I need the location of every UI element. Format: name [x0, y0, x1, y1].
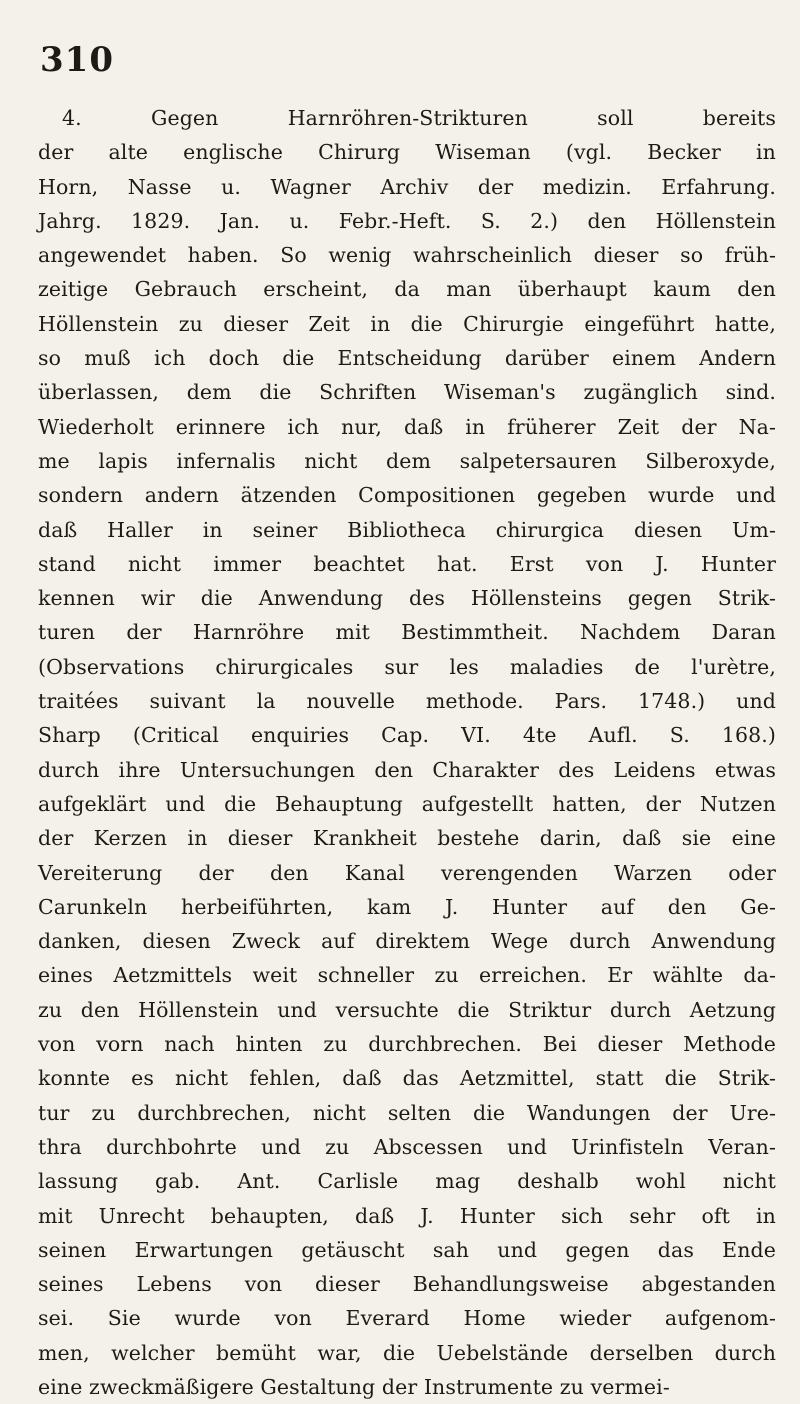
text-line: thra durchbohrte und zu Abscessen und Urinfisteln Veran-	[38, 1134, 776, 1159]
text-line: (Observations chirurgicales sur les maladies de l'urètre,	[38, 654, 776, 679]
text-line: Vereiterung der den Kanal verengenden Warzen oder	[38, 860, 776, 885]
text-line: eines Aetzmittels weit schneller zu erreichen. Er wählte da-	[38, 963, 776, 988]
text-line: eine zweckmäßigere Gestaltung der Instrumente zu vermei-	[38, 1374, 670, 1399]
text-line: so muß ich doch die Entscheidung darüber einem Andern	[38, 346, 776, 371]
text-line: mit Unrecht behaupten, daß J. Hunter sich sehr oft in	[38, 1203, 776, 1228]
text-line: 4. Gegen Harnröhren-Strikturen soll bereits	[62, 106, 776, 130]
text-line: zu den Höllenstein und versuchte die Striktur durch Aetzung	[38, 997, 776, 1022]
text-line: sondern andern ätzenden Compositionen gegeben wurde und	[38, 483, 776, 508]
text-line: durch ihre Untersuchungen den Charakter des Leidens etwas	[38, 757, 776, 782]
text-line: von vorn nach hinten zu durchbrechen. Bei dieser Methode	[38, 1032, 776, 1057]
text-line: der alte englische Chirurg Wiseman (vgl. Becker in	[38, 140, 776, 165]
text-line: Wiederholt erinnere ich nur, daß in früherer Zeit der Na-	[38, 414, 776, 439]
text-line: überlassen, dem die Schriften Wiseman's zugänglich sind.	[38, 380, 776, 405]
text-line: Carunkeln herbeiführten, kam J. Hunter auf den Ge-	[38, 894, 776, 919]
text-line: seinen Erwartungen getäuscht sah und gegen das Ende	[38, 1237, 776, 1262]
page-number: 310	[40, 40, 114, 80]
text-line: zeitige Gebrauch erscheint, da man überhaupt kaum den	[38, 277, 776, 302]
text-line: angewendet haben. So wenig wahrscheinlich dieser so früh-	[38, 243, 776, 268]
text-line: Höllenstein zu dieser Zeit in die Chirurgie eingeführt hatte,	[38, 311, 776, 336]
text-line: stand nicht immer beachtet hat. Erst von J. Hunter	[38, 551, 776, 576]
text-line: sei. Sie wurde von Everard Home wieder aufgenom-	[38, 1306, 776, 1331]
text-line: danken, diesen Zweck auf direktem Wege durch Anwendung	[38, 929, 776, 954]
text-line: tur zu durchbrechen, nicht selten die Wandungen der Ure-	[38, 1100, 776, 1125]
text-line: Jahrg. 1829. Jan. u. Febr.-Heft. S. 2.) den Höllenstein	[38, 208, 776, 233]
text-line: seines Lebens von dieser Behandlungsweise abgestanden	[38, 1272, 776, 1297]
text-line: me lapis infernalis nicht dem salpetersauren Silberoxyde,	[38, 448, 776, 473]
text-line: turen der Harnröhre mit Bestimmtheit. Nachdem Daran	[38, 620, 776, 645]
text-line: konnte es nicht fehlen, daß das Aetzmittel, statt die Strik-	[38, 1066, 776, 1091]
text-line: Sharp (Critical enquiries Cap. VI. 4te Aufl. S. 168.)	[38, 723, 776, 748]
text-line: kennen wir die Anwendung des Höllensteins gegen Strik-	[38, 586, 776, 611]
text-line: daß Haller in seiner Bibliotheca chirurgica diesen Um-	[38, 517, 776, 542]
text-line: lassung gab. Ant. Carlisle mag deshalb wohl nicht	[38, 1169, 776, 1194]
text-line: traitées suivant la nouvelle methode. Pars. 1748.) und	[38, 689, 776, 714]
body-text	[38, 101, 776, 1404]
text-line: men, welcher bemüht war, die Uebelstände derselben durch	[38, 1340, 776, 1365]
text-line: Horn, Nasse u. Wagner Archiv der medizin. Erfahrung.	[38, 174, 776, 199]
text-line: der Kerzen in dieser Krankheit bestehe darin, daß sie eine	[38, 826, 776, 851]
text-line: aufgeklärt und die Behauptung aufgestellt hatten, der Nutzen	[38, 791, 776, 816]
